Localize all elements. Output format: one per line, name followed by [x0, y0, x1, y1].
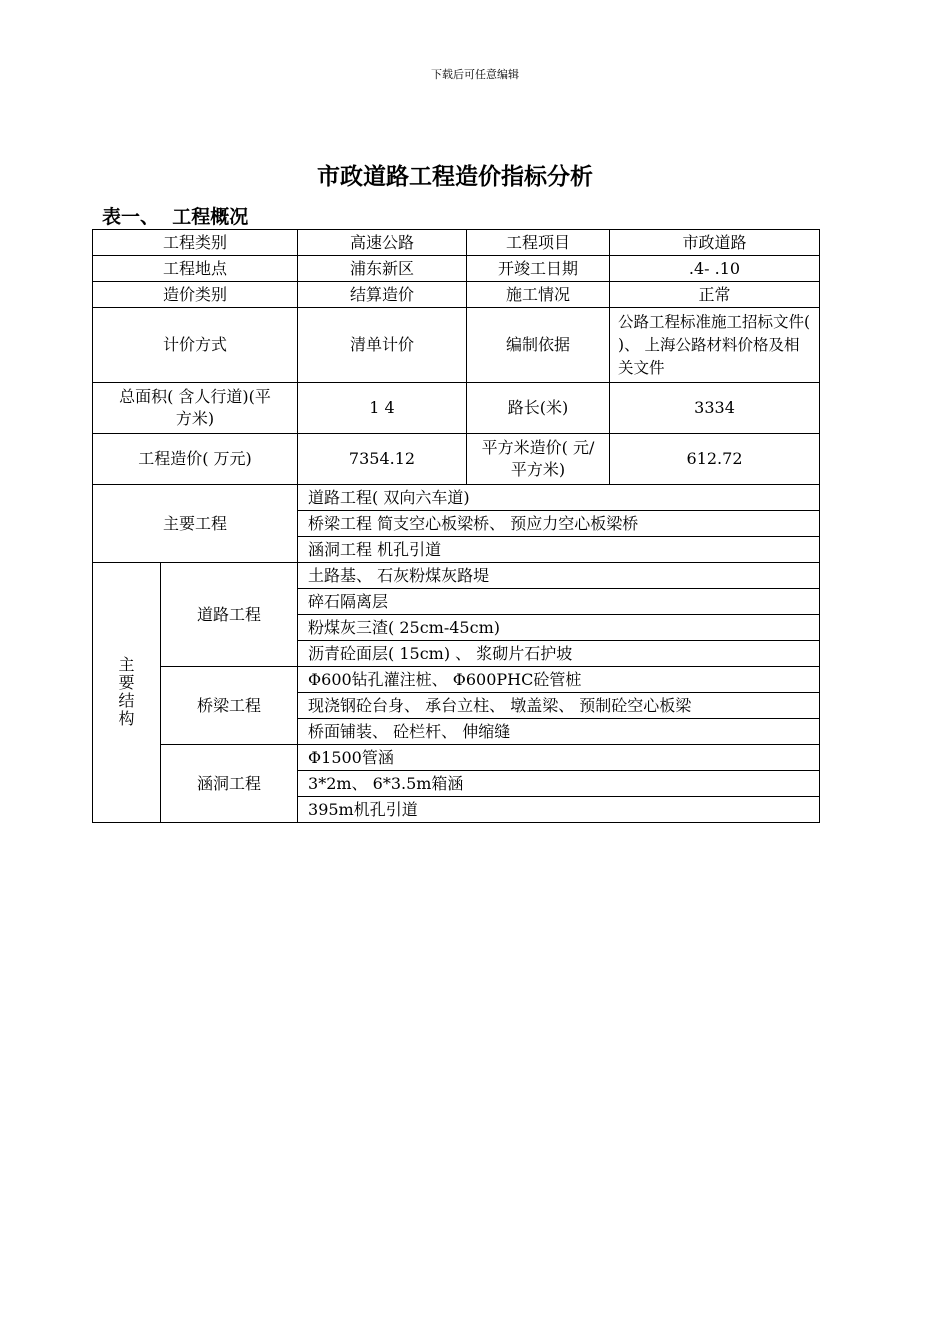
table-cell: 1 4	[298, 383, 467, 434]
main-works-item: 涵洞工程 机孔引道	[298, 537, 820, 563]
table-cell: .4- .10	[610, 256, 820, 282]
table-cell: 开竣工日期	[467, 256, 610, 282]
table-cell: 浦东新区	[298, 256, 467, 282]
table-cell: 高速公路	[298, 230, 467, 256]
culvert-item: Φ1500管涵	[298, 745, 820, 771]
table-row	[93, 282, 820, 308]
structure-label-text: 主要结构	[118, 654, 135, 728]
bridge-item: 桥面铺装、 砼栏杆、 伸缩缝	[298, 719, 820, 745]
table-cell: 计价方式	[93, 308, 298, 383]
table-cell: 工程项目	[467, 230, 610, 256]
table-cell: 正常	[610, 282, 820, 308]
table-row	[93, 383, 820, 434]
table-cell: 平方米造价( 元/平方米)	[467, 434, 610, 485]
table-cell: 612.72	[610, 434, 820, 485]
table-cell: 造价类别	[93, 282, 298, 308]
table-cell: 施工情况	[467, 282, 610, 308]
road-item: 沥青砼面层( 15cm) 、 浆砌片石护坡	[298, 641, 820, 667]
table-row	[93, 434, 820, 485]
table-cell: 编制依据	[467, 308, 610, 383]
table-row	[93, 563, 820, 589]
table-cell: 总面积( 含人行道)(平方米)	[93, 383, 298, 434]
table-cell: 路长(米)	[467, 383, 610, 434]
main-works-item: 桥梁工程 简支空心板梁桥、 预应力空心板梁桥	[298, 511, 820, 537]
table-cell: 公路工程标准施工招标文件( )、 上海公路材料价格及相关文件	[610, 308, 820, 383]
table-cell: 市政道路	[610, 230, 820, 256]
table-row	[93, 308, 820, 383]
bridge-item: 现浇钢砼台身、 承台立柱、 墩盖梁、 预制砼空心板梁	[298, 693, 820, 719]
table-row	[93, 230, 820, 256]
road-item: 碎石隔离层	[298, 589, 820, 615]
road-label: 道路工程	[161, 563, 298, 667]
bridge-item: Φ600钻孔灌注桩、 Φ600PHC砼管桩	[298, 667, 820, 693]
table-cell: 工程类别	[93, 230, 298, 256]
table-cell: 工程造价( 万元)	[93, 434, 298, 485]
structure-label	[93, 563, 161, 823]
section-title: 表一、 工程概况	[102, 206, 249, 228]
culvert-item: 395m机孔引道	[298, 797, 820, 823]
table-cell: 工程地点	[93, 256, 298, 282]
table-cell: 3334	[610, 383, 820, 434]
road-item: 粉煤灰三渣( 25cm-45cm)	[298, 615, 820, 641]
main-works-label: 主要工程	[93, 485, 298, 563]
table-row	[93, 667, 820, 693]
bridge-label: 桥梁工程	[161, 667, 298, 745]
table-cell: 结算造价	[298, 282, 467, 308]
culvert-label: 涵洞工程	[161, 745, 298, 823]
road-item: 土路基、 石灰粉煤灰路堤	[298, 563, 820, 589]
table-row	[93, 745, 820, 771]
main-works-item: 道路工程( 双向六车道)	[298, 485, 820, 511]
page-title: 市政道路工程造价指标分析	[317, 164, 593, 190]
culvert-item: 3*2m、 6*3.5m箱涵	[298, 771, 820, 797]
overview-table	[92, 229, 820, 823]
table-cell: 7354.12	[298, 434, 467, 485]
table-row	[93, 256, 820, 282]
table-row	[93, 485, 820, 511]
table-cell: 清单计价	[298, 308, 467, 383]
header-note: 下载后可任意编辑	[431, 68, 519, 81]
